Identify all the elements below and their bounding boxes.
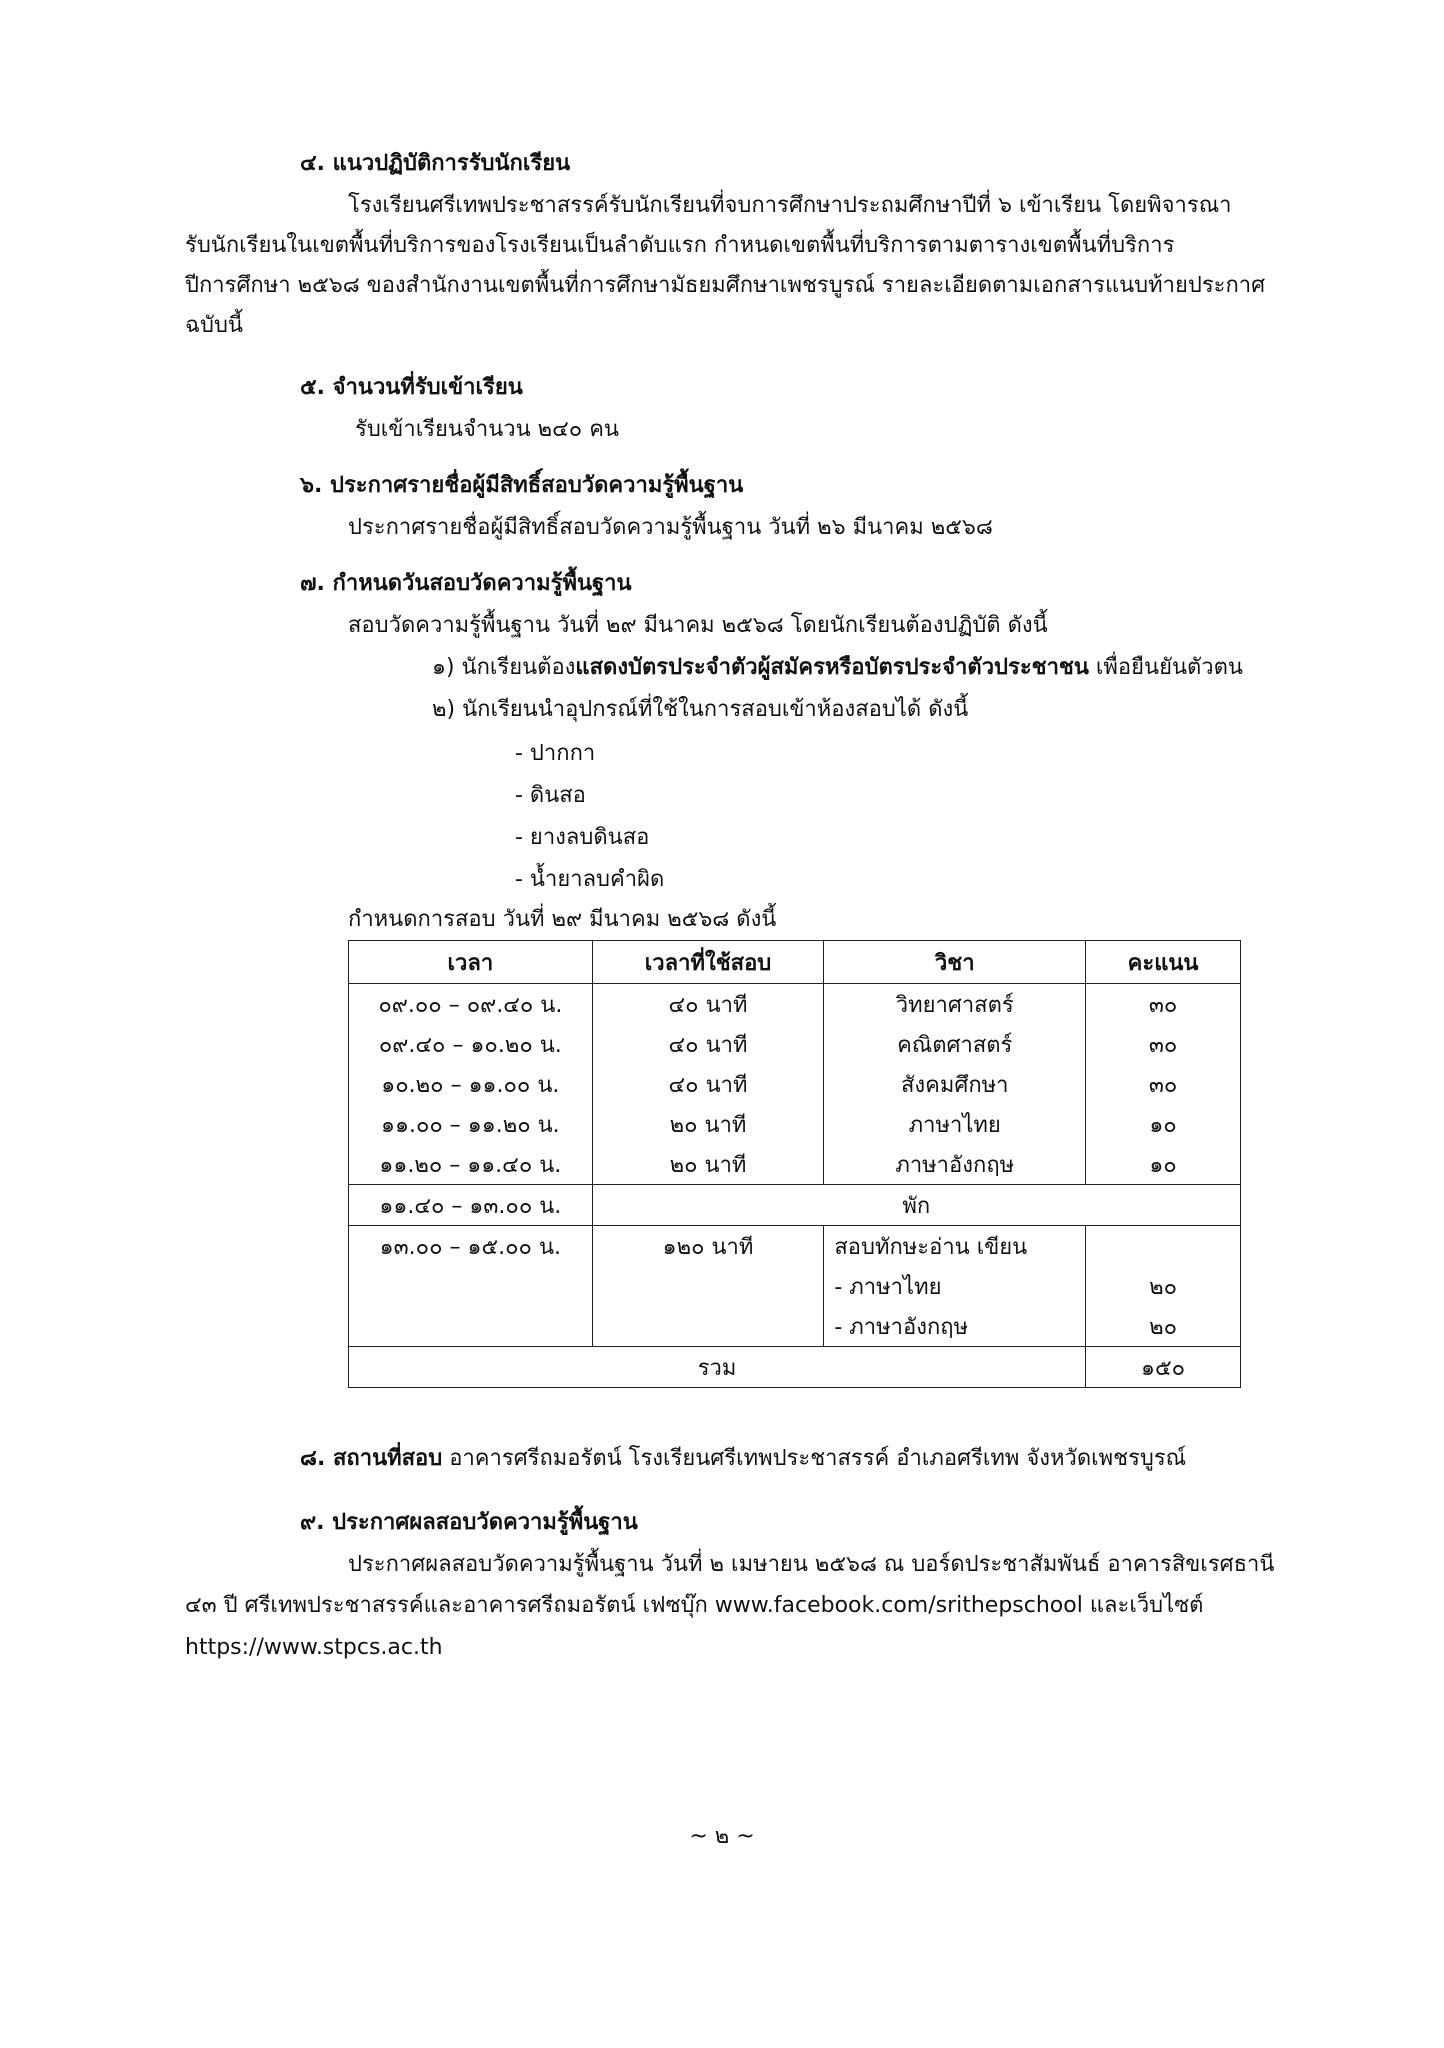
cell-duration: ๔๐ นาที [592,1024,824,1064]
cell-empty [592,1306,824,1347]
cell-duration: ๒๐ นาที [592,1104,824,1144]
cell-time: ๑๐.๒๐ – ๑๑.๐๐ น. [349,1064,593,1104]
cell-total-score: ๑๕๐ [1086,1347,1241,1388]
section-8 [300,1443,1186,1475]
section-9-line-1: ประกาศผลสอบวัดความรู้พื้นฐาน วันที่ ๒ เมษายน ๒๕๖๘ ณ บอร์ดประชาสัมพันธ์ อาคารสิขเรศธานี [348,1552,1275,1577]
cell-subject: สังคมศึกษา [824,1064,1086,1104]
equipment-item: - ดินสอ [515,783,586,808]
header-duration: เวลาที่ใช้สอบ [592,941,824,984]
cell-duration: ๒๐ นาที [592,1144,824,1185]
section-5-heading: ๕. จำนวนที่รับเข้าเรียน [300,375,523,400]
cell-break-time: ๑๑.๔๐ – ๑๓.๐๐ น. [349,1185,593,1226]
section-9-line-2: ๔๓ ปี ศรีเทพประชาสรรค์และอาคารศรีถมอรัตน์ เฟซบุ๊ก www.facebook.com/srithepschool และเว็บไซต์ [185,1593,1204,1618]
table-header-row [349,941,1241,984]
cell-break-label: พัก [592,1185,1240,1226]
cell-empty [349,1266,593,1306]
cell-subject: - ภาษาอังกฤษ [824,1306,1086,1347]
exam-schedule-table [348,940,1241,1388]
cell-score: ๓๐ [1086,1064,1241,1104]
header-score: คะแนน [1086,941,1241,984]
writing-test-row [349,1226,1241,1267]
section-9-heading: ๙. ประกาศผลสอบวัดความรู้พื้นฐาน [300,1510,638,1535]
writing-test-sub-row [349,1266,1241,1306]
page-number: ~ ๒ ~ [689,1824,755,1849]
table-row [349,1024,1241,1064]
rule-1-text: ๑) นักเรียนต้อง [432,655,576,680]
section-6-heading: ๖. ประกาศรายชื่อผู้มีสิทธิ์สอบวัดความรู้พื้นฐาน [300,473,744,498]
cell-score: ๓๐ [1086,984,1241,1025]
header-time: เวลา [349,941,593,984]
equipment-item: - ยางลบดินสอ [515,825,650,850]
table-row [349,984,1241,1025]
cell-time: ๑๑.๐๐ – ๑๑.๒๐ น. [349,1104,593,1144]
cell-duration: ๔๐ นาที [592,1064,824,1104]
cell-score [1086,1226,1241,1267]
section-7-rule-2: ๒) นักเรียนนำอุปกรณ์ที่ใช้ในการสอบเข้าห้องสอบได้ ดังนี้ [432,697,969,722]
header-subject: วิชา [824,941,1086,984]
cell-subject: สอบทักษะอ่าน เขียน [824,1226,1086,1267]
total-row [349,1347,1241,1388]
section-4-line-3: ปีการศึกษา ๒๕๖๘ ของสำนักงานเขตพื้นที่การศึกษามัธยมศึกษาเพชรบูรณ์ รายละเอียดตามเอกสารแนบท้ายประกาศ [185,273,1266,298]
section-4-line-1: โรงเรียนศรีเทพประชาสรรค์รับนักเรียนที่จบการศึกษาประถมศึกษาปีที่ ๖ เข้าเรียน โดยพิจารณา [348,193,1232,218]
section-7-heading: ๗. กำหนดวันสอบวัดความรู้พื้นฐาน [300,571,632,596]
cell-empty [592,1266,824,1306]
section-4-line-4: ฉบับนี้ [185,313,243,338]
section-8-heading: ๘. สถานที่สอบ [300,1446,443,1471]
section-4-line-2: รับนักเรียนในเขตพื้นที่บริการของโรงเรียนเป็นลำดับแรก กำหนดเขตพื้นที่บริการตามตารางเขตพื้นที่บริการ [185,233,1175,258]
cell-duration: ๑๒๐ นาที [592,1226,824,1267]
section-9-line-3: https://www.stpcs.ac.th [185,1635,443,1660]
cell-empty [349,1306,593,1347]
cell-score: ๒๐ [1086,1266,1241,1306]
equipment-item: - น้ำยาลบคำผิด [515,867,665,892]
cell-time: ๑๑.๒๐ – ๑๑.๔๐ น. [349,1144,593,1185]
section-7-line: สอบวัดความรู้พื้นฐาน วันที่ ๒๙ มีนาคม ๒๕๖๘ โดยนักเรียนต้องปฏิบัติ ดังนี้ [348,613,1048,638]
rule-1-bold: แสดงบัตรประจำตัวผู้สมัครหรือบัตรประจำตัวประชาชน [575,655,1089,680]
rule-1-end: เพื่อยืนยันตัวตน [1088,655,1243,680]
table-row [349,1104,1241,1144]
cell-time: ๐๙.๔๐ – ๑๐.๒๐ น. [349,1024,593,1064]
section-8-text: อาคารศรีถมอรัตน์ โรงเรียนศรีเทพประชาสรรค์ อำเภอศรีเทพ จังหวัดเพชรบูรณ์ [442,1446,1187,1471]
writing-test-sub-row [349,1306,1241,1347]
table-row [349,1064,1241,1104]
cell-score: ๑๐ [1086,1104,1241,1144]
cell-score: ๑๐ [1086,1144,1241,1185]
cell-total-label: รวม [349,1347,1086,1388]
cell-score: ๓๐ [1086,1024,1241,1064]
break-row [349,1185,1241,1226]
cell-time: ๑๓.๐๐ – ๑๕.๐๐ น. [349,1226,593,1267]
table-row [349,1144,1241,1185]
section-6-line: ประกาศรายชื่อผู้มีสิทธิ์สอบวัดความรู้พื้นฐาน วันที่ ๒๖ มีนาคม ๒๕๖๘ [348,515,993,540]
cell-time: ๐๙.๐๐ – ๐๙.๔๐ น. [349,984,593,1025]
section-4-heading: ๔. แนวปฏิบัติการรับนักเรียน [300,151,571,176]
cell-subject: - ภาษาไทย [824,1266,1086,1306]
cell-subject: ภาษาอังกฤษ [824,1144,1086,1185]
cell-subject: ภาษาไทย [824,1104,1086,1144]
cell-subject: วิทยาศาสตร์ [824,984,1086,1025]
schedule-intro: กำหนดการสอบ วันที่ ๒๙ มีนาคม ๒๕๖๘ ดังนี้ [348,907,777,932]
cell-duration: ๔๐ นาที [592,984,824,1025]
equipment-item: - ปากกา [515,741,596,766]
cell-score: ๒๐ [1086,1306,1241,1347]
section-7-rule-1 [432,652,1243,684]
section-5-line: รับเข้าเรียนจำนวน ๒๔๐ คน [355,417,619,442]
cell-subject: คณิตศาสตร์ [824,1024,1086,1064]
